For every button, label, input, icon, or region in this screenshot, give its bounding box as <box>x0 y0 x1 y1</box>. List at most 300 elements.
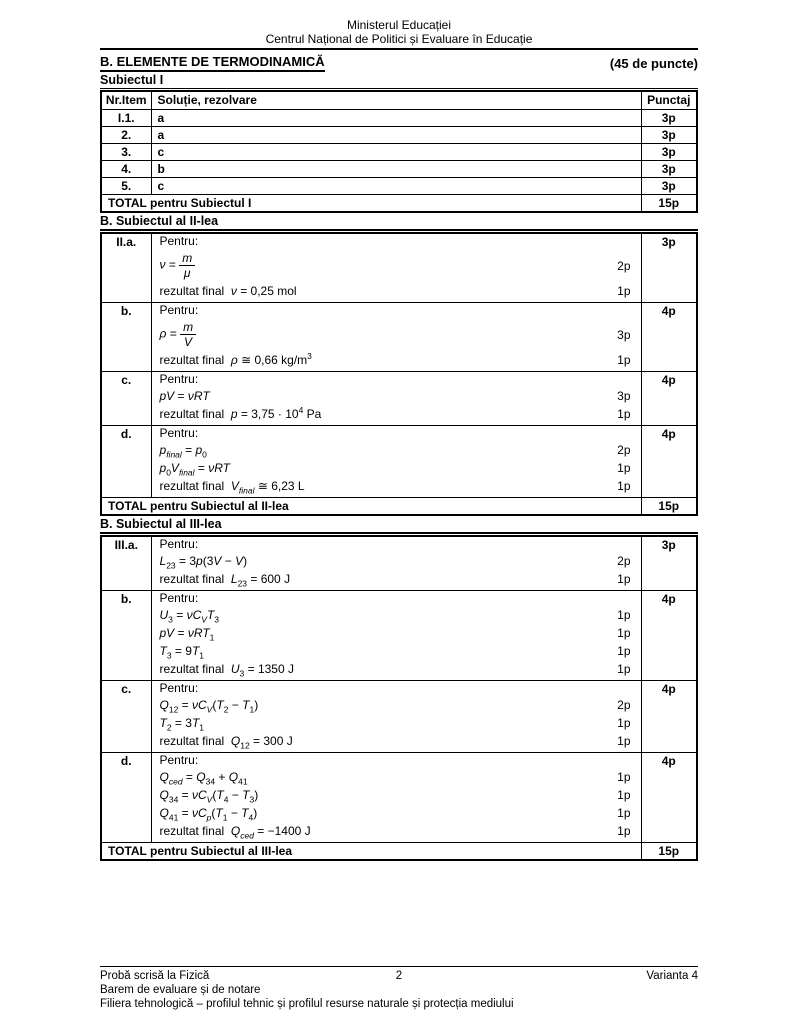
variable: p <box>196 553 203 568</box>
text: ≅ 6,23 L <box>254 478 305 493</box>
text: rezultat final <box>159 352 231 367</box>
table-row <box>101 144 697 161</box>
subscript: 3 <box>168 613 173 624</box>
solution-line <box>160 696 641 714</box>
text: = <box>172 607 187 622</box>
subject1-table <box>100 90 698 213</box>
solution-line <box>160 642 641 660</box>
line-points: 2p <box>617 443 631 457</box>
points-cell: 3p <box>641 233 697 303</box>
item-cell: 2. <box>101 127 151 144</box>
solution-label-line <box>160 681 641 696</box>
line-points: 3p <box>617 327 631 342</box>
variable: pV <box>159 388 175 403</box>
text: = <box>178 697 192 712</box>
formula <box>160 824 311 839</box>
solution-line <box>160 822 641 840</box>
table-row <box>101 372 697 426</box>
solution-cell <box>151 426 641 498</box>
item-cell: III.a. <box>101 536 151 591</box>
variable: m <box>183 320 194 334</box>
variable: νRT <box>187 625 210 640</box>
points-cell: 4p <box>641 426 697 498</box>
line-points: 1p <box>617 770 631 784</box>
table-row <box>101 178 697 195</box>
points-cell: 3p <box>641 161 697 178</box>
solution-label-line <box>160 426 641 441</box>
line-points: 1p <box>617 284 631 298</box>
variable: U <box>159 607 169 622</box>
variable: νRT <box>208 460 230 475</box>
subscript: V <box>206 793 213 804</box>
subscript: 2 <box>223 703 229 714</box>
footer-row <box>100 969 698 983</box>
text: = <box>178 787 192 802</box>
solution-line <box>160 606 641 624</box>
answer-cell: a <box>151 127 641 144</box>
subscript: 0 <box>202 448 207 459</box>
variable: Q <box>159 805 169 820</box>
text: − <box>221 553 236 568</box>
variable: U <box>230 661 240 676</box>
variable: p <box>159 460 167 475</box>
total-label: TOTAL pentru Subiectul al III-lea <box>101 843 641 861</box>
variable: V <box>170 460 179 475</box>
points-cell: 4p <box>641 681 697 753</box>
text: ) <box>243 553 248 568</box>
text: = 0,25 mol <box>236 283 297 298</box>
subject3-heading: B. Subiectul al III-lea <box>100 517 698 534</box>
formula <box>160 770 248 785</box>
formula <box>160 318 197 351</box>
formula <box>160 698 259 713</box>
s2-body <box>101 233 697 498</box>
fraction-numerator <box>180 320 196 335</box>
document-page <box>100 18 698 861</box>
variable: p <box>159 442 167 457</box>
subscript: 4 <box>248 811 254 822</box>
points-cell: 4p <box>641 303 697 372</box>
variable: T <box>242 697 250 712</box>
subject2-heading: B. Subiectul al II-lea <box>100 214 698 231</box>
formula: Pentru: <box>159 303 199 317</box>
text: + <box>215 769 229 784</box>
line-points: 1p <box>617 626 631 640</box>
variable: p <box>195 442 203 457</box>
text: = −1400 J <box>253 823 311 838</box>
item-cell: 3. <box>101 144 151 161</box>
line-points: 1p <box>617 572 631 586</box>
variable: νC <box>192 697 207 712</box>
item-cell: c. <box>101 372 151 426</box>
points-cell: 3p <box>641 144 697 161</box>
line-points: 1p <box>617 461 631 475</box>
line-points: 1p <box>617 806 631 820</box>
item-cell: II.a. <box>101 233 151 303</box>
subscript: final <box>238 484 255 495</box>
line-points: 2p <box>617 698 631 712</box>
line-points: 3p <box>617 389 631 403</box>
subscript: 3 <box>239 667 245 678</box>
ministry-header-line: Ministerul Educației <box>346 18 452 32</box>
text: rezultat final <box>159 733 231 748</box>
s3-body <box>101 536 697 843</box>
line-points: 1p <box>617 788 631 802</box>
formula <box>160 662 295 677</box>
formula: Pentru: <box>159 537 199 551</box>
variable: ρ <box>159 326 167 341</box>
variable: T <box>159 715 167 730</box>
superscript: 4 <box>298 404 304 415</box>
variable: V <box>235 553 244 568</box>
table-row <box>101 127 697 144</box>
variable: V <box>213 553 222 568</box>
subscript: p <box>206 811 212 822</box>
fraction <box>179 251 195 280</box>
solution-label-line <box>160 753 641 768</box>
variable: T <box>191 715 200 730</box>
solution-line <box>160 387 641 405</box>
subscript: 23 <box>237 577 248 588</box>
column-header-solution: Soluție, rezolvare <box>151 91 641 110</box>
answer-cell: c <box>151 144 641 161</box>
subject3-table <box>100 535 698 861</box>
text: = 3 <box>171 715 192 730</box>
text: = <box>178 805 192 820</box>
header-rule <box>100 48 698 50</box>
variable: Q <box>196 769 206 784</box>
subscript: 1 <box>199 721 205 732</box>
solution-label-line <box>160 234 641 249</box>
item-cell: 5. <box>101 178 151 195</box>
subscript: V <box>206 703 213 714</box>
points-cell: 4p <box>641 591 697 681</box>
title-row <box>100 54 698 72</box>
text: ) <box>253 805 258 820</box>
variable: Q <box>159 787 169 802</box>
solution-line <box>160 318 641 351</box>
formula <box>160 554 248 569</box>
page-footer <box>100 966 698 1011</box>
text: rezultat final <box>159 823 231 838</box>
superscript: 3 <box>307 350 312 361</box>
subscript: 41 <box>238 775 248 786</box>
formula: Pentru: <box>159 753 199 767</box>
text: ≅ 0,66 kg/m <box>237 352 308 367</box>
variable: m <box>182 251 193 265</box>
solution-cell <box>151 303 641 372</box>
text: = 9 <box>171 643 192 658</box>
text: = <box>194 460 209 475</box>
subscript: 3 <box>249 793 255 804</box>
text: = 300 J <box>249 733 293 748</box>
subscript: 12 <box>168 703 179 714</box>
formula <box>160 284 297 299</box>
solution-cell <box>151 681 641 753</box>
subscript: final <box>178 466 195 477</box>
item-cell: d. <box>101 753 151 843</box>
formula <box>160 389 210 404</box>
table-row <box>101 233 697 303</box>
item-cell: d. <box>101 426 151 498</box>
footer-page-number: 2 <box>395 970 403 982</box>
formula <box>160 443 207 458</box>
points-cell: 3p <box>641 110 697 127</box>
total-label: TOTAL pentru Subiectul al II-lea <box>101 498 641 516</box>
formula <box>160 479 305 494</box>
variable: T <box>216 697 224 712</box>
variable: T <box>215 805 223 820</box>
variable: ν <box>159 257 166 272</box>
subscript: 1 <box>199 649 205 660</box>
subscript: 34 <box>168 793 179 804</box>
formula: Pentru: <box>159 372 199 386</box>
points-cell: 3p <box>641 536 697 591</box>
text: = <box>181 442 196 457</box>
item-cell: 4. <box>101 161 151 178</box>
fraction-numerator <box>179 251 195 266</box>
line-points: 1p <box>617 407 631 421</box>
line-points: 1p <box>617 479 631 493</box>
total-points: 15p <box>641 195 697 213</box>
subscript: ced <box>168 775 183 786</box>
solution-line <box>160 660 641 678</box>
total-label: TOTAL pentru Subiectul I <box>101 195 641 213</box>
item-cell: b. <box>101 303 151 372</box>
center-header-line: Centrul Național de Politici și Evaluare în Educație <box>265 32 533 46</box>
solution-line <box>160 249 641 282</box>
subscript: 4 <box>223 793 229 804</box>
variable: T <box>191 643 200 658</box>
total-points: 15p <box>641 498 697 516</box>
total-row <box>101 195 697 213</box>
formula: Pentru: <box>159 234 199 248</box>
solution-cell <box>151 233 641 303</box>
solution-label-line <box>160 303 641 318</box>
points-cell: 3p <box>641 127 697 144</box>
text: = 3,75 · 10 <box>237 406 299 421</box>
subscript: 41 <box>168 811 179 822</box>
solution-cell <box>151 536 641 591</box>
text: rezultat final <box>159 283 231 298</box>
variable: νC <box>186 607 202 622</box>
subscript: 1 <box>222 811 228 822</box>
solution-line <box>160 732 641 750</box>
variable: Q <box>228 769 239 784</box>
column-header-punctaj: Punctaj <box>641 91 697 110</box>
variable: Q <box>159 769 169 784</box>
table-row <box>101 426 697 498</box>
formula <box>159 350 312 368</box>
line-points: 1p <box>617 608 631 622</box>
variable: Q <box>230 823 241 838</box>
footer-filiera-line: Filiera tehnologică – profilul tehnic și profilul resurse naturale și protecția mediului <box>100 998 514 1010</box>
variable: T <box>159 643 167 658</box>
subscript: 12 <box>240 739 250 750</box>
subject1-heading: Subiectul I <box>100 73 698 89</box>
formula <box>159 404 322 422</box>
variable: V <box>230 478 239 493</box>
formula <box>160 734 293 749</box>
fraction-denominator <box>180 335 196 349</box>
solution-line <box>160 804 641 822</box>
solution-line <box>160 624 641 642</box>
variable: p <box>230 406 238 421</box>
solution-line <box>160 441 641 459</box>
line-points: 1p <box>617 734 631 748</box>
formula <box>160 608 220 623</box>
s1-body <box>101 110 697 195</box>
line-points: 1p <box>617 716 631 730</box>
variable: L <box>230 571 238 586</box>
variable: T <box>241 805 249 820</box>
formula <box>160 572 291 587</box>
line-points: 1p <box>617 824 631 838</box>
text: ( <box>211 805 216 820</box>
formula <box>160 806 258 821</box>
points-cell: 4p <box>641 372 697 426</box>
fraction <box>180 320 196 349</box>
answer-cell: a <box>151 110 641 127</box>
text: = <box>182 769 197 784</box>
table-row <box>101 303 697 372</box>
answer-cell: b <box>151 161 641 178</box>
subscript: final <box>166 448 182 459</box>
solution-line <box>160 405 641 423</box>
table-row <box>101 110 697 127</box>
variable: V <box>184 335 193 349</box>
solution-line <box>160 714 641 732</box>
solution-line <box>160 459 641 477</box>
item-cell: c. <box>101 681 151 753</box>
points-cell: 3p <box>641 178 697 195</box>
table-row <box>101 161 697 178</box>
subscript: 1 <box>249 703 255 714</box>
footer-exam-name: Probă scrisă la Fizică <box>100 970 210 982</box>
solution-line <box>160 351 641 369</box>
text: − <box>228 697 243 712</box>
variable: νC <box>192 805 207 820</box>
variable: T <box>216 787 224 802</box>
solution-label-line <box>160 537 641 552</box>
text: rezultat final <box>159 661 231 676</box>
points-cell: 4p <box>641 753 697 843</box>
subscript: 0 <box>166 466 171 477</box>
solution-line <box>160 570 641 588</box>
table-row <box>101 681 697 753</box>
table-row <box>101 753 697 843</box>
page-title: B. ELEMENTE DE TERMODINAMICĂ <box>100 54 325 72</box>
variable: μ <box>183 266 191 280</box>
formula <box>160 644 205 659</box>
subscript: ced <box>240 829 254 840</box>
text: − <box>227 805 242 820</box>
item-cell: I.1. <box>101 110 151 127</box>
text: = <box>174 625 188 640</box>
text: − <box>228 787 243 802</box>
line-points: 1p <box>617 662 631 676</box>
solution-line <box>160 477 641 495</box>
formula <box>160 788 259 803</box>
line-points: 1p <box>617 353 631 367</box>
answer-cell: c <box>151 178 641 195</box>
subscript: 2 <box>166 721 172 732</box>
item-cell: b. <box>101 591 151 681</box>
subscript: 3 <box>214 613 220 624</box>
line-points: 2p <box>617 554 631 568</box>
formula: Pentru: <box>159 426 199 440</box>
solution-line <box>160 786 641 804</box>
total-row <box>101 843 697 861</box>
solution-cell <box>151 591 641 681</box>
footer-variant: Varianta 4 <box>646 970 698 982</box>
variable: νC <box>192 787 207 802</box>
fraction-denominator <box>179 266 195 280</box>
total-row <box>101 498 697 516</box>
variable: T <box>242 787 250 802</box>
table-header-row <box>101 91 697 110</box>
variable: Q <box>159 697 169 712</box>
subject2-table <box>100 232 698 516</box>
text: ) <box>254 787 259 802</box>
solution-cell <box>151 753 641 843</box>
text: = 600 J <box>247 571 291 586</box>
text: ( <box>212 787 217 802</box>
subscript: 1 <box>209 631 215 642</box>
text: = 1350 J <box>244 661 294 676</box>
line-points: 2p <box>617 258 631 273</box>
text: Pa <box>303 406 322 421</box>
solution-line <box>160 768 641 786</box>
text: rezultat final <box>159 571 231 586</box>
formula <box>160 461 231 476</box>
formula: Pentru: <box>159 681 199 695</box>
variable: L <box>159 553 167 568</box>
subscript: 3 <box>166 649 172 660</box>
variable: pV <box>159 625 175 640</box>
text: = <box>165 257 180 272</box>
column-header-nritem: Nr.Item <box>101 91 151 110</box>
subscript: V <box>201 613 207 624</box>
table-row <box>101 591 697 681</box>
text: ) <box>254 697 259 712</box>
variable: ν <box>230 283 237 298</box>
solution-cell <box>151 372 641 426</box>
total-points: 15p <box>641 843 697 861</box>
table-row <box>101 536 697 591</box>
formula <box>160 249 196 282</box>
solution-line <box>160 282 641 300</box>
footer-barem-line: Barem de evaluare și de notare <box>100 984 261 996</box>
variable: T <box>206 607 215 622</box>
formula <box>160 626 215 641</box>
text: (3 <box>202 553 214 568</box>
line-points: 1p <box>617 644 631 658</box>
text: rezultat final <box>159 478 231 493</box>
subscript: 34 <box>205 775 216 786</box>
text: = <box>166 326 181 341</box>
formula: Pentru: <box>159 591 199 605</box>
solution-label-line <box>160 591 641 606</box>
text: ( <box>212 697 217 712</box>
text: rezultat final <box>159 406 231 421</box>
variable: Q <box>230 733 241 748</box>
title-points: (45 de puncte) <box>609 56 698 71</box>
subscript: 23 <box>166 559 176 570</box>
formula <box>160 716 205 731</box>
solution-line <box>160 552 641 570</box>
text: = <box>174 388 188 403</box>
